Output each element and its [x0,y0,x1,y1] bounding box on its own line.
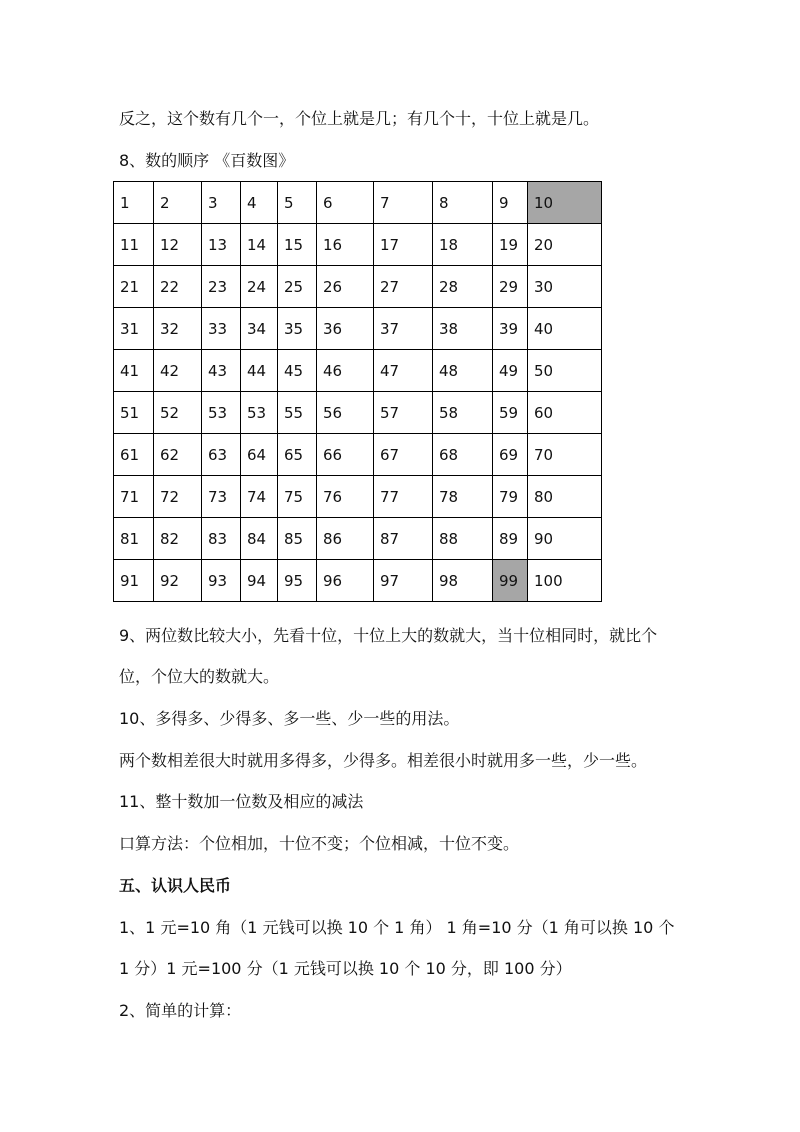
hundred-chart-cell: 41 [114,350,154,392]
text-line-money-1: 1、1 元=10 角（1 元钱可以换 10 个 1 角） 1 角=10 分（1 角可以换 10 个 [119,918,675,937]
hundred-chart-row [114,266,602,308]
hundred-chart-cell: 44 [241,350,278,392]
hundred-chart-cell: 49 [493,350,528,392]
hundred-chart-cell: 66 [317,434,374,476]
hundred-chart-cell: 20 [528,224,602,266]
hundred-chart-cell: 93 [202,560,241,602]
hundred-chart-cell: 56 [317,392,374,434]
hundred-chart-cell: 4 [241,182,278,224]
hundred-chart-cell: 74 [241,476,278,518]
hundred-chart-cell: 79 [493,476,528,518]
hundred-chart-cell: 61 [114,434,154,476]
text-line-compare-2: 位，个位大的数就大。 [119,667,280,686]
hundred-chart-cell: 68 [433,434,493,476]
section-heading-rmb: 五、认识人民币 [119,876,232,895]
hundred-chart-cell: 9 [493,182,528,224]
text-line-usage: 两个数相差很大时就用多得多，少得多。相差很小时就用多一些，少一些。 [119,751,648,770]
hundred-chart-cell: 59 [493,392,528,434]
hundred-chart-cell: 16 [317,224,374,266]
hundred-chart-cell: 45 [278,350,317,392]
hundred-chart-cell: 67 [374,434,433,476]
hundred-chart-cell: 94 [241,560,278,602]
hundred-chart-cell: 80 [528,476,602,518]
hundred-chart-cell: 10 [528,182,602,224]
hundred-chart-cell: 28 [433,266,493,308]
hundred-chart-cell: 99 [493,560,528,602]
hundred-chart-cell: 34 [241,308,278,350]
hundred-chart-cell: 29 [493,266,528,308]
hundred-chart-cell: 53 [202,392,241,434]
hundred-chart-cell: 21 [114,266,154,308]
hundred-chart-cell: 89 [493,518,528,560]
hundred-chart-cell: 91 [114,560,154,602]
hundred-chart-cell: 71 [114,476,154,518]
hundred-chart-cell: 39 [493,308,528,350]
hundred-chart-cell: 62 [154,434,202,476]
hundred-chart-cell: 32 [154,308,202,350]
hundred-chart-cell: 95 [278,560,317,602]
hundred-chart-cell: 30 [528,266,602,308]
hundred-chart-cell: 43 [202,350,241,392]
hundred-chart-cell: 96 [317,560,374,602]
hundred-chart-cell: 40 [528,308,602,350]
hundred-chart-cell: 35 [278,308,317,350]
hundred-chart-cell: 92 [154,560,202,602]
hundred-chart-cell: 15 [278,224,317,266]
hundred-chart-cell: 87 [374,518,433,560]
hundred-chart-cell: 2 [154,182,202,224]
hundred-chart-row [114,308,602,350]
hundred-chart-cell: 46 [317,350,374,392]
hundred-chart-body [114,182,602,602]
hundred-chart-cell: 76 [317,476,374,518]
hundred-chart-cell: 36 [317,308,374,350]
hundred-chart-cell: 37 [374,308,433,350]
hundred-chart-cell: 70 [528,434,602,476]
hundred-chart-cell: 48 [433,350,493,392]
hundred-chart-cell: 24 [241,266,278,308]
text-line-mental-math: 口算方法：个位相加，十位不变；个位相减，十位不变。 [119,834,520,853]
hundred-chart-cell: 82 [154,518,202,560]
hundred-chart-cell: 3 [202,182,241,224]
heading-simple-calc: 2、简单的计算： [119,1001,242,1020]
hundred-chart-cell: 53 [241,392,278,434]
hundred-chart-row [114,560,602,602]
hundred-chart-cell: 58 [433,392,493,434]
text-line-place-value: 反之，这个数有几个一，个位上就是几；有几个十，十位上就是几。 [119,109,600,128]
hundred-chart-cell: 64 [241,434,278,476]
hundred-chart-cell: 25 [278,266,317,308]
hundred-chart-table [113,181,602,602]
hundred-chart-cell: 17 [374,224,433,266]
heading-number-order: 8、数的顺序 《百数图》 [119,151,295,170]
hundred-chart-cell: 1 [114,182,154,224]
hundred-chart-cell: 31 [114,308,154,350]
text-line-money-2: 1 分）1 元=100 分（1 元钱可以换 10 个 10 分，即 100 分） [119,959,572,978]
hundred-chart-cell: 33 [202,308,241,350]
hundred-chart-row [114,224,602,266]
hundred-chart-cell: 63 [202,434,241,476]
hundred-chart-cell: 88 [433,518,493,560]
hundred-chart-cell: 11 [114,224,154,266]
hundred-chart-cell: 19 [493,224,528,266]
hundred-chart-cell: 83 [202,518,241,560]
hundred-chart-cell: 98 [433,560,493,602]
hundred-chart-cell: 57 [374,392,433,434]
hundred-chart-cell: 6 [317,182,374,224]
hundred-chart-cell: 77 [374,476,433,518]
hundred-chart-cell: 8 [433,182,493,224]
hundred-chart-cell: 72 [154,476,202,518]
hundred-chart-cell: 38 [433,308,493,350]
hundred-chart-cell: 51 [114,392,154,434]
hundred-chart-row [114,350,602,392]
hundred-chart-cell: 73 [202,476,241,518]
hundred-chart-cell: 85 [278,518,317,560]
hundred-chart-cell: 27 [374,266,433,308]
hundred-chart-row [114,434,602,476]
hundred-chart-cell: 90 [528,518,602,560]
hundred-chart-cell: 50 [528,350,602,392]
hundred-chart-cell: 42 [154,350,202,392]
hundred-chart-cell: 84 [241,518,278,560]
hundred-chart-cell: 78 [433,476,493,518]
hundred-chart-cell: 13 [202,224,241,266]
hundred-chart-cell: 52 [154,392,202,434]
hundred-chart-cell: 100 [528,560,602,602]
hundred-chart-cell: 5 [278,182,317,224]
hundred-chart-cell: 81 [114,518,154,560]
hundred-chart-cell: 12 [154,224,202,266]
hundred-chart-cell: 86 [317,518,374,560]
hundred-chart-row [114,182,602,224]
hundred-chart-cell: 22 [154,266,202,308]
hundred-chart-cell: 18 [433,224,493,266]
hundred-chart-cell: 7 [374,182,433,224]
hundred-chart-row [114,392,602,434]
hundred-chart-cell: 26 [317,266,374,308]
hundred-chart-cell: 14 [241,224,278,266]
hundred-chart-row [114,518,602,560]
hundred-chart-cell: 69 [493,434,528,476]
hundred-chart-row [114,476,602,518]
text-line-compare-1: 9、两位数比较大小，先看十位，十位上大的数就大，当十位相同时，就比个 [119,626,658,645]
hundred-chart-cell: 65 [278,434,317,476]
hundred-chart-cell: 60 [528,392,602,434]
hundred-chart-cell: 47 [374,350,433,392]
hundred-chart-cell: 75 [278,476,317,518]
hundred-chart-cell: 55 [278,392,317,434]
hundred-chart-cell: 97 [374,560,433,602]
heading-usage: 10、多得多、少得多、多一些、少一些的用法。 [119,709,460,728]
hundred-chart-cell: 23 [202,266,241,308]
heading-tens-plus-ones: 11、整十数加一位数及相应的减法 [119,792,364,811]
